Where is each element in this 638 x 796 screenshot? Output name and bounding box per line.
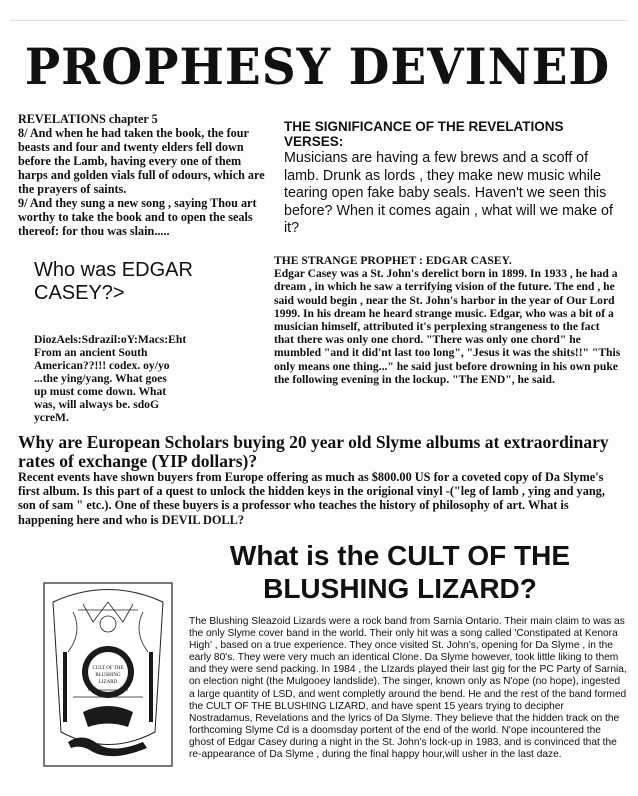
- revelations-heading: REVELATIONS chapter 5: [18, 112, 158, 126]
- european-heading: Why are European Scholars buying 20 year old Slyme albums at extraordinary rates of exchange (YIP dollars)?: [18, 432, 609, 471]
- significance-section: [284, 119, 614, 238]
- european-body: Recent events have shown buyers from Europe offering as much as $800.00 US for a coveted copy of Da Slyme's first album. Is this part of a quest to unlock the hidden keys in the origional vinyl -("leg of lamb , ying and yang, son of sam " etc.). One of these buyers is a professor who teaches the history of philosophy of art. What is happening here and who is DEVIL DOLL?: [18, 470, 605, 527]
- svg-text:LIZARD: LIZARD: [98, 680, 118, 685]
- codex-text: DiozAels:Sdrazil:oY:Macs:Eht From an ancient South American??!!! codex. oy/yo ...the ying/yang. What goes up must come down. What was, will always be. sdoG ycreM.: [34, 333, 187, 424]
- revelations-verse-8: 8/ And when he had taken the book, the four beasts and four and twenty elders fell down before the Lamb, having every one of them harps and golden vials full of odours, which are the prayers of saints.: [18, 126, 268, 196]
- significance-body: Musicians are having a few brews and a scoff of lamb. Drunk as lords , they make new music while tearing open fake baby seals. Haven't we seen this before? When it comes again , what will we make of it?: [284, 150, 613, 236]
- significance-heading: THE SIGNIFICANCE OF THE REVELATIONS VERSES:: [284, 119, 564, 149]
- emblem-text: CULT OF THE: [92, 666, 124, 671]
- prophet-section: [274, 254, 622, 386]
- revelations-verse-9: 9/ And they sung a new song , saying Thou art worthy to take the book and to open the seals thereof: for thou was slain.....: [18, 196, 260, 238]
- revelations-passage: [18, 112, 273, 238]
- who-heading: Who was EDGAR CASEY?>: [34, 259, 193, 304]
- prophet-body: Edgar Casey was a St. John's derelict born in 1899. In 1933 , he had a dream , in which he saw a terrifying vision of the future. The end , he said would begin , near the St. John's harbor in the year of Our Lord 1999. In his dream he heard strange music. Edgar, who was a bit of a musician himself, attributed it's perplexing strangeness to the fact that there was only one chord. "There was only one chord" he mumbled "and it did'nt last too long", "Jesus it was the shits!!" "This only means one thing..." he said just before drowning in his own puke the following evening in the lockup. "The END", he said.: [274, 267, 621, 386]
- prophet-heading: THE STRANGE PROPHET : EDGAR CASEY.: [274, 254, 512, 267]
- top-rule: [10, 20, 628, 21]
- lizard-emblem-illustration: [43, 582, 173, 767]
- masthead-title: PROPHESY DEVINED: [24, 38, 611, 97]
- cult-heading: What is the CULT OF THE BLUSHING LIZARD?: [229, 540, 571, 604]
- svg-text:BLUSHING: BLUSHING: [95, 673, 121, 678]
- cult-body: The Blushing Sleazoid Lizards were a rock band from Sarnia Ontario. Their main claim to was as the only Slyme cover band in the world. Their only hit was a song called 'Constipated at Kenora High' , based on a true experience. They once visited St. John's, opening for Da Slyme , in the early 80's. They were very much an identical Clone. Da Slyme however, took little liking to them and they were send packing. In 1984 , the LIzards played their last gig for the PC Party of Sarnia, on election night (the Mulgooey landslide). The singer, known only as N'ope (no hope), ingested a large quantity of LSD, and went completly around the bend. He and the rest of the band formed the CULT OF THE BLUSHING LIZARD, and have spent 15 years trying to decipher Nostradamus, Revelations and the lyrics of Da Slyme. They believe that the hidden track on the forthcoming Slyme Cd is a doomsday portent of the end of the world. N'ope incountered the ghost of Edgar Casey during a night in the St. John's lock-up in 1983, and is convinced that the re-appearance of Da Slyme , during the final happy hour,will usher in the last daze.: [189, 616, 627, 761]
